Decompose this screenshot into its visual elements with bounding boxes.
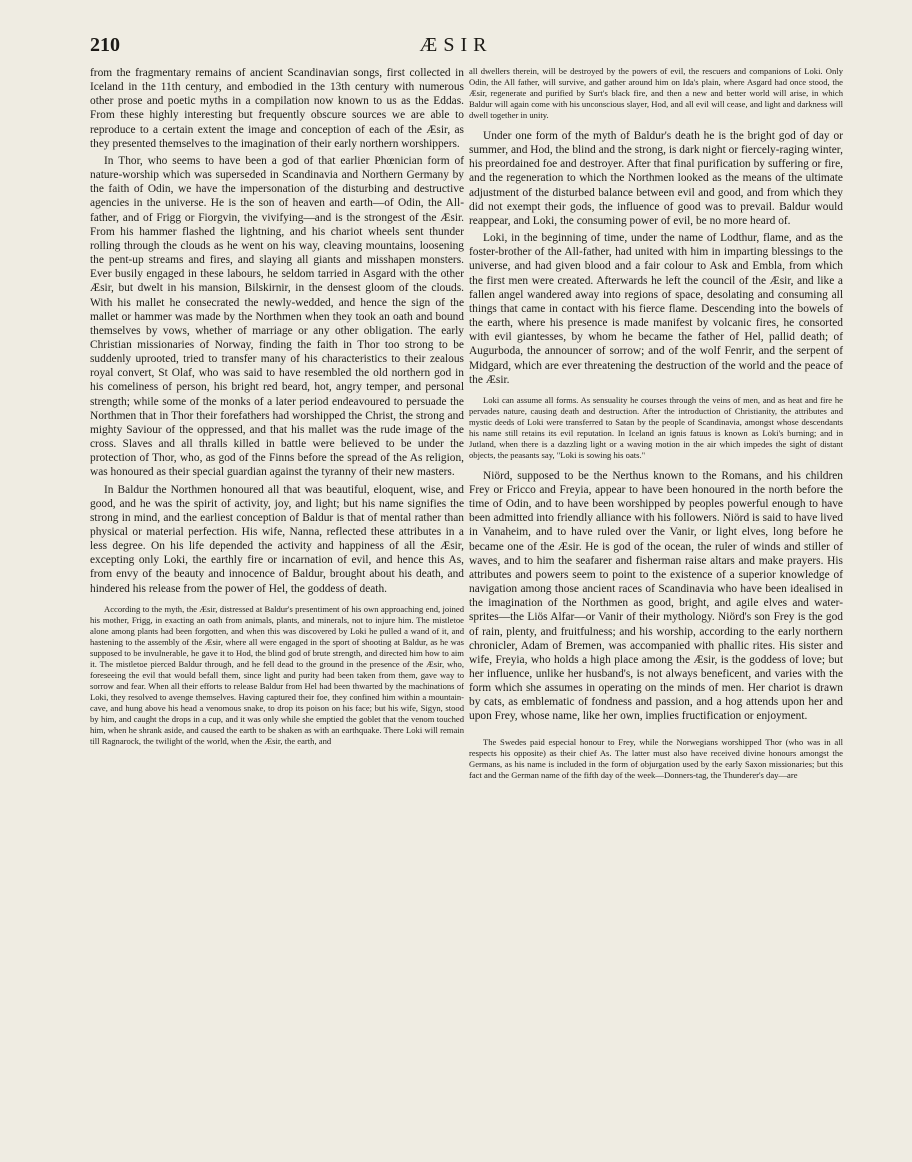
note-baldur-myth: According to the myth, the Æsir, distressed at Baldur's presentiment of his own approaching end, joined his mother, Frigg, in exacting an oath from animals, plants, and minerals, not to injure him. The mistletoe alone among plants had been forgotten, and when this was discovered by Loki he pulled a wand of it, and hastening to the assembly of the Æsir, where all were engaged in the sport of shooting at Baldur, as he was supposed to be invulnerable, he gave it to Hod, the blind god of brute strength, and directed him how to aim it. The mistletoe pierced Baldur through, and he fell dead to the ground in the presence of the Æsir, who, foreseeing the evil that would befall them, since light and purity had been taken from them, gave way to sorrow and fear. When all their efforts to release Baldur from Hel had been thwarted by the machinations of Loki, they resolved to avenge themselves. Having captured their foe, they confined him within a mountain-cave, and hung above his head a venomous snake, to drop its poison on his face; but his wife, Sigyn, stood by him, and caught the drops in a cup, and it was only while she emptied the goblet that the venom touched him, when he shrank aside, and caused the earth to be shaken as with an earthquake. There Loki will remain till Ragnarock, the twilight of the world, when the Æsir, the earth, and bbox=[90, 603, 464, 746]
page-header bbox=[90, 34, 822, 64]
paragraph-loki: Loki, in the beginning of time, under the name of Lodthur, flame, and as the foster-brother of the All-father, had united with him in imparting blessings to the universe, and had given blood and a fair colour to Ask and Embla, from which the first men were created. Afterwards he left the council of the Æsir, and like a fallen angel wandered away into regions of space, desolating and consuming all things that came in contact with his fierce flame. Descending into the bowels of the earth, where his presence is made manifest by volcanic fires, he consorted with evil giantesses, by whom he became the father of Hel, pallid death; of Augurboda, the announcer of sorrow; and of the wolf Fenrir, and the serpent of Midgard, which are ever threatening the destruction of the world and the peace of the Æsir. bbox=[469, 232, 843, 386]
paragraph-niord: Niörd, supposed to be the Nerthus known to the Romans, and his children Frey or Fricco and Freyia, appear to have been honoured in the north before the time of Odin, and to have been worshipped by peoples powerful enough to have been admitted into friendly alliance with his followers. Niörd is said to have lived in Vanaheim, and to have ruled over the Vanir, or light elves, long before he became one of the Æsir. He is god of the ocean, the ruler of winds and stiller of waves, and to him the seafarer and fisherman raise altars and make prayers. His attributes and powers seem to point to the existence of a superior knowledge of navigation among those ancient races of Scandinavia who have been idealised in the imagination of the Northmen as good, bright, and agile elves and water-sprites—the Liös Alfar—or Vanir of their mythology. Niörd's son Frey is the god of rain, plenty, and fruitfulness; and his worship, according to the early northern chronicler, Adam of Bremen, was accompanied with phallic rites. His sister and wife, Freyia, who holds a high place among the Æsir, is the goddess of love; but her influence, unlike her husband's, is not always beneficent, and varies with the form which she assumes in operating on the minds of men. Her chariot is drawn by cats, as emblematic of fondness and passion, and a hog attends upon her and upon Frey, whose name, like her own, implies fructification or enjoyment. bbox=[469, 469, 843, 723]
note-frey: The Swedes paid especial honour to Frey, while the Norwegians worshipped Thor (who was in all respects his opposite) as their chief As. The latter must also have received divine honours amongst the Germans, as his name is included in the form of objurgation used by the early Saxon missionaries; but this fact and the German name of the fifth day of the week—Donners-tag, the Thunderer's day—are bbox=[469, 736, 843, 780]
paragraph-baldur-day: Under one form of the myth of Baldur's death he is the bright god of day or summer, and Hod, the blind and the strong, is dark night or fiercely-raging winter, his preordained foe and destroyer. After that final purification by suffering or fire, and the regeneration to which the Northmen looked as the means of the ultimate adjustment of the disturbed balance between evil and good, and from which they did not exempt their gods, the influence of good was to prevail. Baldur would reappear, and Loki, the consuming power of evil, be no more heard of. bbox=[469, 130, 843, 227]
page-number: 210 bbox=[90, 34, 120, 56]
paragraph-thor: In Thor, who seems to have been a god of that earlier Phœnician form of nature-worship which was superseded in Scandinavia and Northern Germany by the faith of Odin, we have the impersonation of the disturbing and destructive agencies in the universe. He is the son of heaven and earth—of Odin, the All-father, and of Frigg or Fiorgvin, the vivifying—and is the strongest of the Æsir. From his hammer flashed the lightning, and his chariot wheels sent thunder rolling through the clouds as he went on his way, cleaving mountains, loosening the pent-up streams and fires, and slaying all giants and misshapen monsters. Ever busily engaged in these labours, he seldom tarried in Asgard with the other Æsir, but dwelt in his mansion, Bilskirnir, in the densest gloom of the clouds. With his mallet he consecrated the newly-wedded, and hence the sign of the mallet or hammer was made by the Northmen when they took an oath and bound themselves by vows, whether of marriage or any other obligation. The early Christian missionaries of Norway, finding the faith in Thor too strong to be suddenly uprooted, tried to transfer many of his characteristics to their zealous royal convert, St Olaf, who was said to have resembled the old northern god in his comeliness of person, his bright red beard, hot, angry temper, and personal strength; while some of the monks of a later period endeavoured to persuade the Northmen that in Thor their forefathers had worshipped the Christ, the strong and mighty Saviour of the oppressed, and that his mallet was the rude image of the cross. Slaves and all thralls killed in battle were believed to be under the protection of Thor, who, as god of the Finns before the spread of the As religion, was honoured as their special guardian against the tyranny of their new masters. bbox=[90, 154, 464, 479]
note-baldur-myth-continued: all dwellers therein, will be destroyed by the powers of evil, the rescuers and companions of Loki. Only Odin, the All father, will survive, and gather around him on Ida's plain, where Asgard had once stood, the Æsir, regenerate and purified by Surt's black fire, and then a new and better world will arise, in which Baldur will again come with his unconscious slayer, Hod, and all evil will cease, and light and darkness will dwell together in unity. bbox=[469, 66, 843, 120]
right-column bbox=[469, 66, 843, 781]
left-column bbox=[90, 66, 464, 747]
paragraph-baldur: In Baldur the Northmen honoured all that was beautiful, eloquent, wise, and good, and he was the spirit of activity, joy, and light; but his name signifies the strong in mind, and the earliest conception of Baldur is that of mental rather than physical or material perfection. His wife, Nanna, reflected these attributes in a less degree. On his life depended the activity and happiness of all the Æsir, excepting only Loki, the earthly fire or incarnation of evil, and hence this As, from envy of the beauty and innocence of Baldur, brought about his death, and hindered his release from the power of Hel, the goddess of death. bbox=[90, 483, 464, 595]
running-title: ÆSIR bbox=[419, 34, 493, 56]
note-loki: Loki can assume all forms. As sensuality he courses through the veins of men, and as heat and fire he pervades nature, causing death and destruction. After the introduction of Christianity, the attributes and mystic deeds of Loki were transferred to Satan by the people of Scandinavia, amongst whose descendants his name still retains its evil reputation. In Iceland an ignis fatuus is known as Loki's burning; and in Jutland, when there is a dazzling light or a waving motion in the air which impedes the sight of distant objects, the peasants say, "Loki is sowing his oats." bbox=[469, 394, 843, 460]
paragraph-sources: from the fragmentary remains of ancient Scandinavian songs, first collected in Iceland in the 11th century, and embodied in the 13th century with numerous other prose and poetic myths in a compilation now known to us as the Eddas. From these highly interesting but frequently obscure sources we are able to reproduce to a certain extent the image and conception of each of the Æsir, as they presented themselves to the imagination of their early northern worshippers. bbox=[90, 67, 464, 150]
